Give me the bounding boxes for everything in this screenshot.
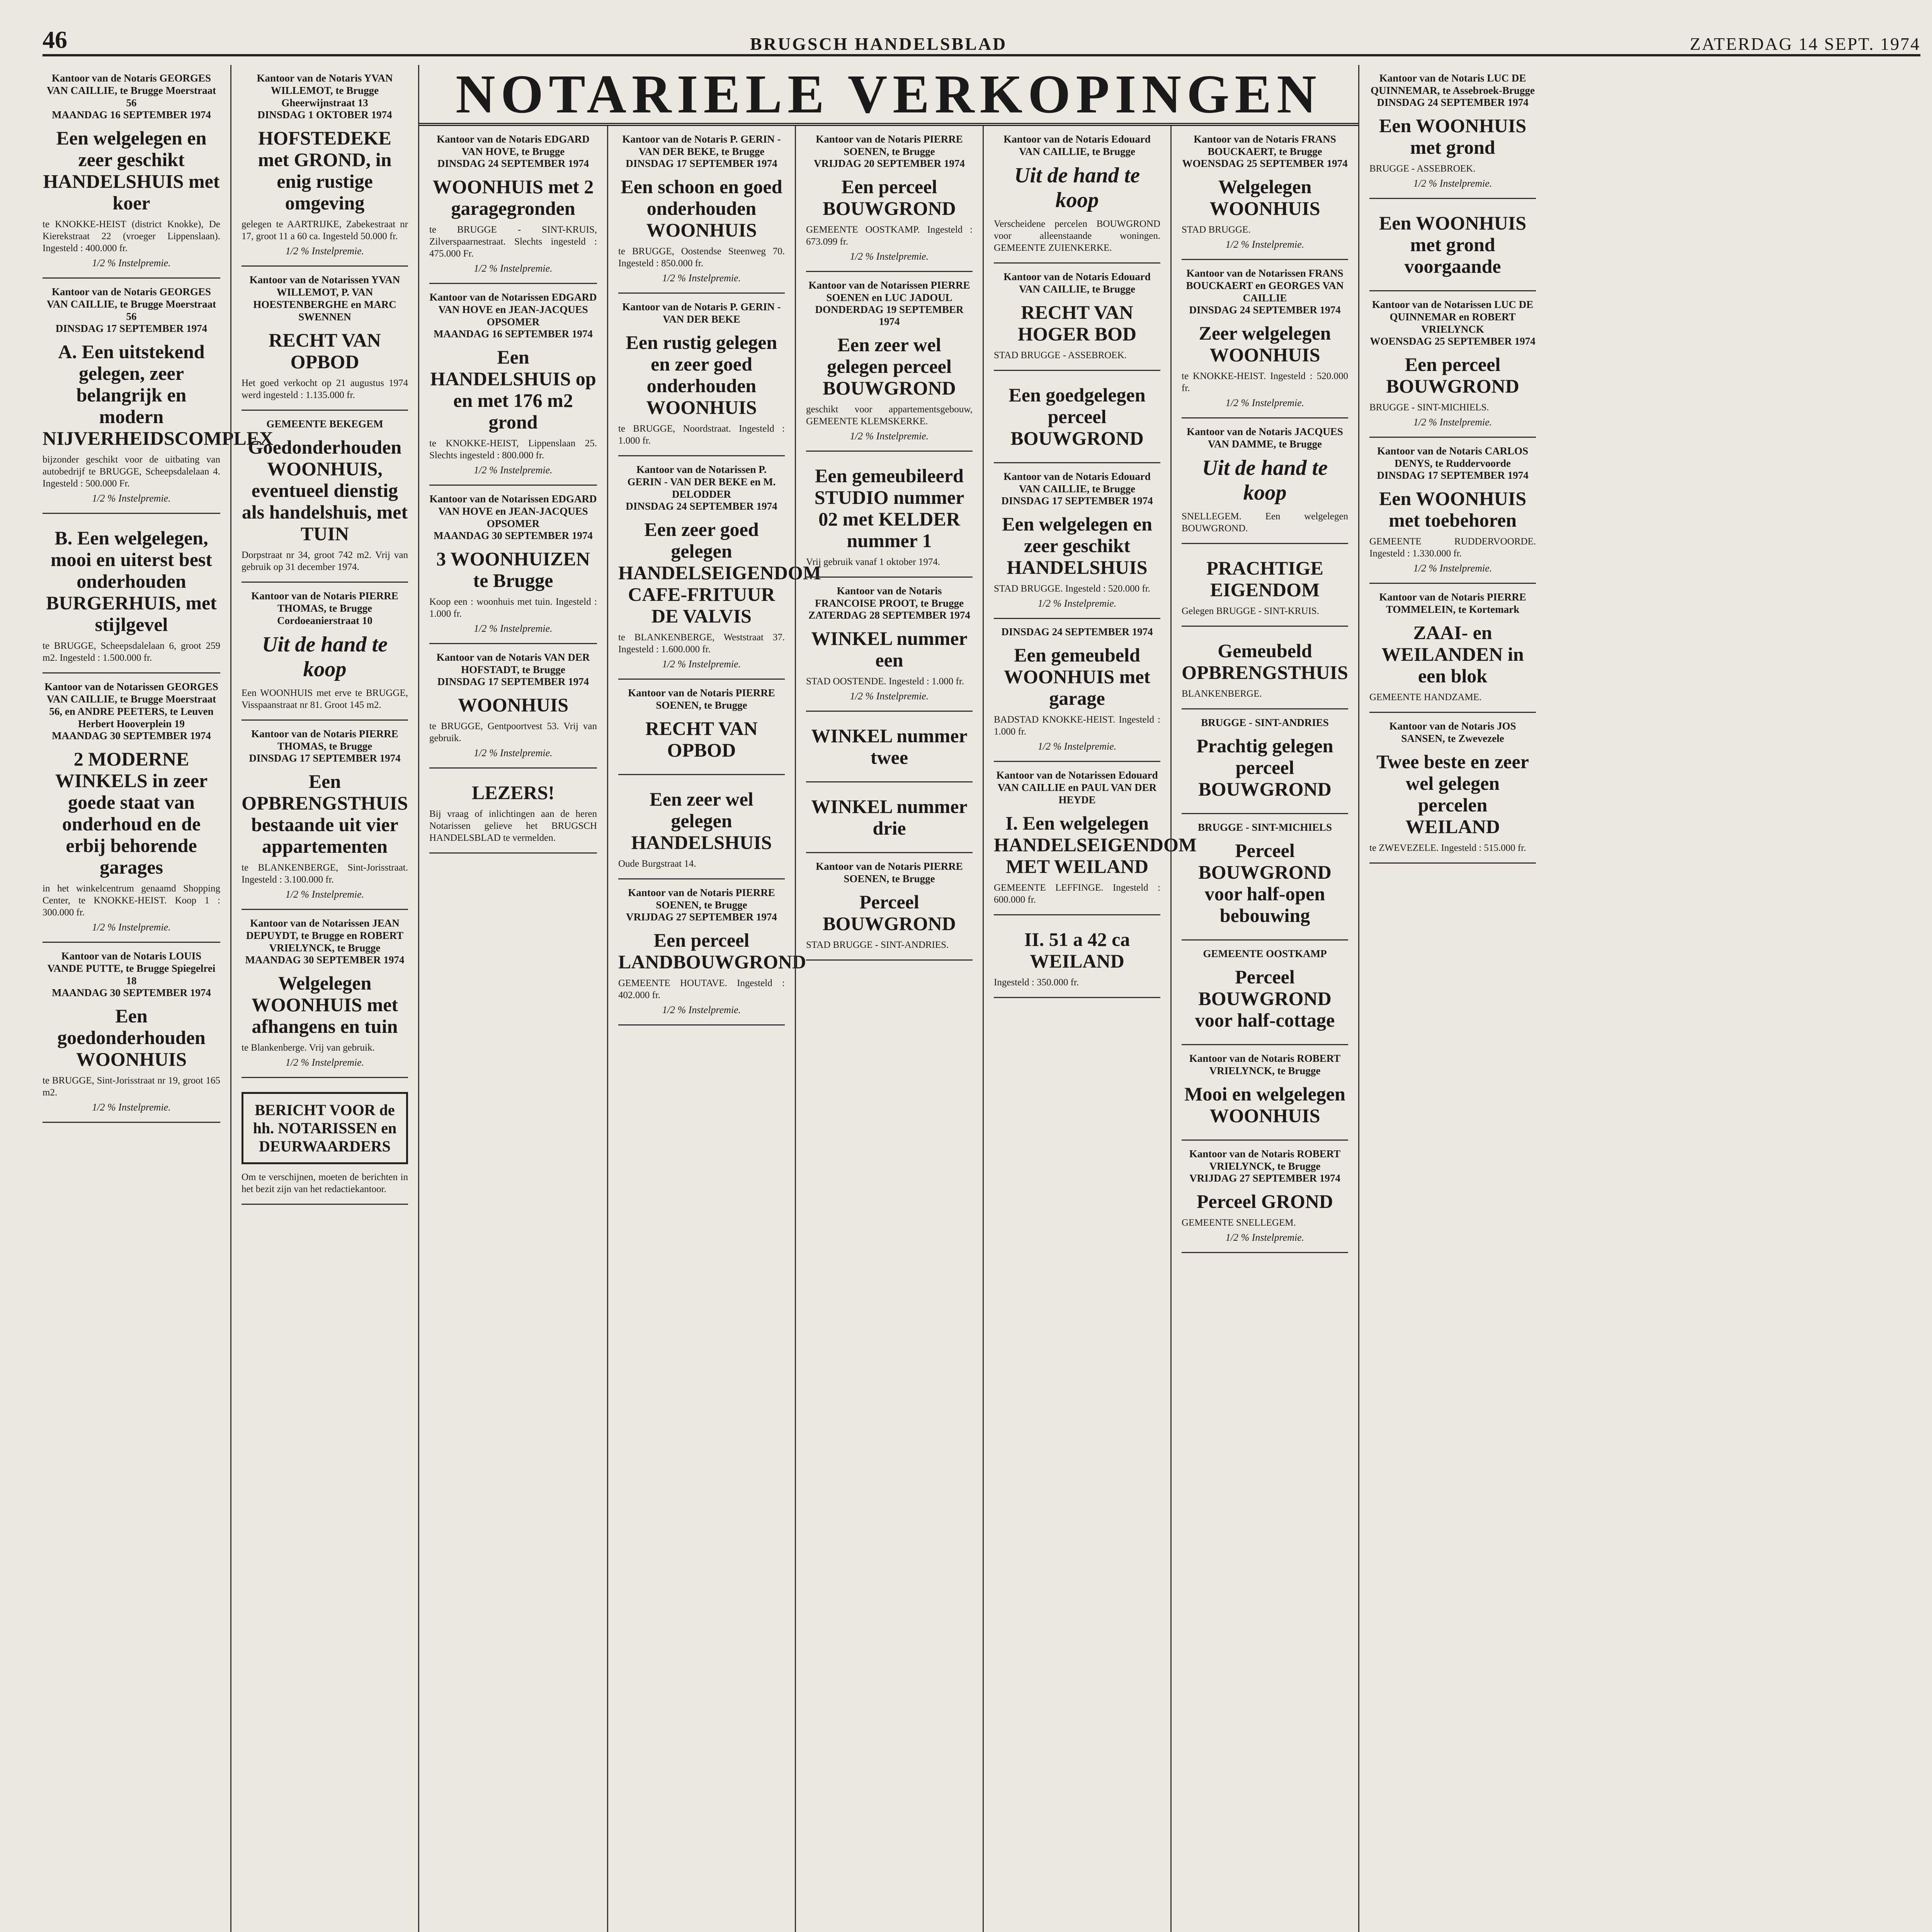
property-title: RECHT VAN OPBOD: [269, 329, 381, 372]
notary-office: Kantoor van de Notaris PIERRE SOENEN, te Brugge: [628, 887, 775, 911]
column-7: [1170, 126, 1358, 1932]
notary-office: Kantoor van de Notarissen EDGARD VAN HOVE en JEAN-JACQUES OPSOMER: [429, 291, 597, 328]
sale-date: DINSDAG 24 SEPTEMBER 1974: [1189, 304, 1341, 316]
property-description: Het goed verkocht op 21 augustus 1974 werd ingesteld : 1.135.000 fr.: [242, 378, 408, 400]
premium-note: 1/2 % Instelpremie.: [1413, 563, 1492, 574]
property-title: Goedonderhouden WOONHUIS, eventueel dienstig als handelshuis, met TUIN: [242, 436, 408, 544]
property-description: te KNOKKE-HEIST (district Knokke), De Kierekstraat 22 (vroeger Lippenslaan). Ingesteld : 400.000 fr.: [43, 219, 220, 253]
notice-block: [429, 126, 597, 284]
notary-office: Kantoor van de Notaris PIERRE THOMAS, te Brugge Cordoeanierstraat 10: [251, 590, 398, 626]
notary-office: Kantoor van de Notarissen FRANS BOUCKAERT en GEORGES VAN CAILLIE: [1186, 267, 1344, 304]
column-6: [983, 126, 1197, 1932]
property-title: 2 MODERNE WINKELS in zeer goede staat van onderhoud en de erbij behorende garages: [55, 748, 208, 878]
notary-office: Kantoor van de Notaris P. GERIN - VAN DER BEKE, te Brugge: [622, 133, 781, 157]
notary-office: Kantoor van de Notarissen GEORGES VAN CAILLIE, te Brugge Moerstraat 56, en ANDRE PEETERS, te Leuven Herbert Hooverplein 19: [44, 681, 218, 730]
property-description: GEMEENTE HOUTAVE. Ingesteld : 402.000 fr.: [618, 978, 785, 1000]
column-3: [419, 126, 607, 1932]
property-title: Een perceel LANDBOUWGROND: [618, 929, 806, 973]
property-title: WOONHUIS met 2 garagegronden: [432, 176, 594, 219]
notice-block: [242, 910, 408, 1078]
newspaper-name: BRUGSCH HANDELSBLAD: [750, 34, 1007, 54]
property-title: PRACHTIGE EIGENDOM: [1206, 557, 1323, 600]
premium-note: 1/2 % Instelpremie.: [850, 690, 929, 702]
property-title: B. Een welgelegen, mooi en uiterst best onderhouden BURGERHUIS, met stijlgevel: [46, 527, 217, 635]
sale-date: DINSDAG 24 SEPTEMBER 1974: [1377, 97, 1529, 108]
property-description: te KNOKKE-HEIST. Ingesteld : 520.000 fr.: [1182, 371, 1348, 393]
premium-note: 1/2 % Instelpremie.: [285, 245, 364, 257]
notary-office: Kantoor van de Notaris Edouard VAN CAILLIE, te Brugge: [1003, 133, 1151, 157]
notary-office: Kantoor van de Notaris PIERRE SOENEN, te Brugge: [816, 133, 963, 157]
property-title: Een goedgelegen perceel BOUWGROND: [1009, 384, 1146, 449]
notice-block: [1182, 126, 1348, 260]
notice-block: [1182, 1141, 1348, 1253]
property-title: HOFSTEDEKE met GROND, in enig rustige omgeving: [258, 127, 392, 214]
newspaper-page: [43, 23, 1920, 1932]
column-1: [43, 65, 274, 1932]
premium-note: 1/2 % Instelpremie.: [850, 430, 929, 442]
property-title: ZAAI- en WEILANDEN in een blok: [1381, 622, 1524, 687]
property-description: te BRUGGE, Oostendse Steenweg 70. Ingesteld : 850.000 fr.: [618, 246, 785, 269]
notice-block: [806, 578, 973, 712]
sale-date: VRIJDAG 27 SEPTEMBER 1974: [1189, 1172, 1340, 1184]
property-title: LEZERS!: [472, 782, 554, 803]
notary-office: Kantoor van de Notaris LUC DE QUINNEMAR, te Assebroek-Brugge: [1371, 72, 1535, 96]
notice-block: [994, 619, 1160, 762]
property-description: STAD BRUGGE - ASSEBROEK.: [994, 350, 1127, 361]
property-description: Vrij gebruik vanaf 1 oktober 1974.: [806, 557, 940, 567]
property-description: te BRUGGE, Scheepsdalelaan 6, groot 259 m2. Ingesteld : 1.500.000 fr.: [43, 641, 220, 663]
property-description: GEMEENTE OOSTKAMP. Ingesteld : 673.099 fr.: [806, 224, 973, 247]
notice-block: [806, 272, 973, 452]
property-title: Een HANDELSHUIS op en met 176 m2 grond: [430, 346, 596, 433]
property-title: Een gemeubeld WOONHUIS met garage: [1003, 644, 1151, 709]
notice-block: [1182, 260, 1348, 418]
premium-note: 1/2 % Instelpremie.: [285, 889, 364, 900]
property-title: Zeer welgelegen WOONHUIS: [1199, 322, 1331, 366]
notice-block: [43, 514, 220, 673]
property-description: te KNOKKE-HEIST, Lippenslaan 25. Slechts ingesteld : 800.000 fr.: [429, 438, 597, 461]
notary-office: Kantoor van de Notaris FRANCOISE PROOT, te Brugge: [815, 585, 964, 609]
property-title: Uit de hand te koop: [1202, 456, 1328, 505]
notice-block: [618, 294, 785, 456]
property-description: te Blankenberge. Vrij van gebruik.: [242, 1043, 375, 1053]
notice-block: [429, 769, 597, 854]
property-description: STAD BRUGGE.: [1182, 224, 1251, 235]
notice-block: [1369, 291, 1536, 438]
notice-block: [1182, 814, 1348, 940]
property-description: te BLANKENBERGE, Sint-Jorisstraat. Ingesteld : 3.100.000 fr.: [242, 862, 408, 885]
notice-block: [618, 879, 806, 1026]
notary-office: Kantoor van de Notaris JOS SANSEN, te Zwevezele: [1389, 720, 1516, 744]
notice-block: [1369, 584, 1536, 713]
property-description: bijzonder geschikt voor de uitbating van autobedrijf te BRUGGE, Scheepsdalelaan 4. Ingesteld : 500.000 Fr.: [43, 454, 220, 489]
property-title: Gemeubeld OPBRENGSTHUIS: [1182, 640, 1348, 683]
premium-note: 1/2 % Instelpremie.: [92, 257, 171, 269]
sale-date: WOENSDAG 25 SEPTEMBER 1974: [1182, 158, 1348, 169]
notice-block: [43, 943, 220, 1123]
notice-block: [242, 411, 408, 583]
property-description: Ingesteld : 350.000 fr.: [994, 977, 1079, 988]
column-4: [607, 126, 821, 1932]
premium-note: 1/2 % Instelpremie.: [1225, 239, 1304, 250]
property-title: Een perceel BOUWGROND: [1386, 354, 1519, 397]
property-description: Bij vraag of inlichtingen aan de heren Notarissen gelieve het BRUGSCH HANDELSBLAD te vermelden.: [429, 809, 597, 843]
property-description: STAD BRUGGE - SINT-ANDRIES.: [806, 940, 949, 950]
property-title: Een WOONHUIS met grond voorgaande: [1379, 212, 1527, 277]
notary-office: Kantoor van de Notaris CARLOS DENYS, te Ruddervoorde: [1377, 445, 1529, 469]
premium-note: 1/2 % Instelpremie.: [1225, 397, 1304, 408]
sale-date: MAANDAG 16 SEPTEMBER 1974: [52, 109, 211, 121]
property-title: 3 WOONHUIZEN te Brugge: [436, 548, 590, 591]
property-title: Perceel BOUWGROND voor half-cottage: [1195, 966, 1335, 1031]
notary-office: Kantoor van de Notaris P. GERIN - VAN DER BEKE: [622, 301, 781, 325]
premium-note: 1/2 % Instelpremie.: [1225, 1232, 1304, 1243]
masthead: [43, 23, 1920, 56]
notary-office: Kantoor van de Notarissen Edouard VAN CAILLIE en PAUL VAN DER HEYDE: [996, 769, 1158, 806]
property-description: Verscheidene percelen BOUWGROND voor alleenstaande woningen. GEMEENTE ZUIENKERKE.: [994, 219, 1160, 253]
premium-note: 1/2 % Instelpremie.: [662, 658, 741, 670]
property-title: Prachtig gelegen perceel BOUWGROND: [1196, 735, 1333, 800]
notice-block: [242, 721, 408, 910]
premium-note: 1/2 % Instelpremie.: [662, 1004, 741, 1015]
premium-note: 1/2 % Instelpremie.: [474, 263, 553, 274]
notice-block: [429, 486, 597, 644]
property-description: te BRUGGE, Sint-Jorisstraat nr 19, groot 165 m2.: [43, 1075, 220, 1098]
issue-date: ZATERDAG 14 SEPT. 1974: [1690, 34, 1920, 54]
banner-area: [418, 65, 1358, 1932]
notary-office: Kantoor van de Notaris Edouard VAN CAILLIE, te Brugge: [1003, 271, 1151, 295]
property-title: Een welgelegen en zeer geschikt HANDELSHUIS: [1002, 513, 1152, 578]
property-description: GEMEENTE SNELLEGEM.: [1182, 1218, 1296, 1228]
property-description: Om te verschijnen, moeten de berichten in het bezit zijn van het redactiekantoor.: [242, 1172, 408, 1194]
property-title: Een zeer wel gelegen perceel BOUWGROND: [823, 334, 956, 399]
property-title: Twee beste en zeer wel gelegen percelen WEILAND: [1376, 751, 1529, 837]
notice-block: [994, 915, 1160, 998]
property-title: WINKEL nummer drie: [811, 796, 968, 839]
property-description: GEMEENTE LEFFINGE. Ingesteld : 600.000 fr.: [994, 883, 1160, 905]
property-title: Een rustig gelegen en zeer goed onderhouden WOONHUIS: [626, 332, 777, 418]
property-title: WOONHUIS: [457, 694, 569, 716]
notary-office: BRUGGE - SINT-ANDRIES: [1201, 717, 1329, 728]
sale-date: DINSDAG 17 SEPTEMBER 1974: [55, 323, 207, 334]
notice-block: [1369, 713, 1536, 864]
sale-date: MAANDAG 30 SEPTEMBER 1974: [52, 987, 211, 998]
notice-block: [994, 264, 1160, 371]
property-description: GEMEENTE RUDDERVOORDE. Ingesteld : 1.330.000 fr.: [1369, 536, 1536, 559]
notice-block: [429, 284, 597, 486]
property-title: Een welgelegen en zeer geschikt HANDELSHUIS met koer: [43, 127, 220, 214]
property-description: te BRUGGE - SINT-KRUIS, Zilverspaarnestraat. Slechts ingesteld : 475.000 Fr.: [429, 224, 597, 259]
property-title: A. Een uitstekend gelegen, zeer belangrijk en modern NIJVERHEIDSCOMPLEX: [43, 341, 274, 449]
notary-office: Kantoor van de Notaris ROBERT VRIELYNCK, te Brugge: [1189, 1053, 1341, 1077]
property-title: Perceel BOUWGROND: [823, 891, 956, 934]
property-description: BADSTAD KNOKKE-HEIST. Ingesteld : 1.000 fr.: [994, 714, 1160, 737]
notice-block: [618, 775, 785, 879]
property-title: Perceel GROND: [1196, 1190, 1333, 1212]
notice-block: [806, 853, 973, 961]
notice-block: [994, 762, 1197, 915]
notice-block: [43, 279, 274, 514]
column-8: [1358, 65, 1546, 1932]
notice-block: [806, 712, 973, 782]
premium-note: 1/2 % Instelpremie.: [1413, 417, 1492, 428]
property-title: Uit de hand te koop: [1014, 163, 1140, 212]
notary-office: Kantoor van de Notaris Edouard VAN CAILLIE, te Brugge: [1003, 471, 1151, 495]
column-5: [795, 126, 983, 1932]
notary-office: Kantoor van de Notaris EDGARD VAN HOVE, te Brugge: [437, 133, 590, 157]
property-title: BERICHT VOOR de hh. NOTARISSEN en DEURWAARDERS: [242, 1092, 408, 1164]
notice-block: [242, 1078, 408, 1205]
property-title: Perceel BOUWGROND voor half-open bebouwing: [1198, 840, 1332, 926]
notice-block: [43, 65, 220, 279]
notice-block: [1369, 65, 1536, 199]
sale-date: DINSDAG 24 SEPTEMBER 1974: [626, 500, 777, 512]
sale-date: DINSDAG 17 SEPTEMBER 1974: [626, 158, 777, 169]
property-description: BLANKENBERGE.: [1182, 689, 1262, 699]
premium-note: 1/2 % Instelpremie.: [92, 493, 171, 504]
property-description: geschikt voor appartementsgebouw, GEMEENTE KLEMSKERKE.: [806, 404, 973, 427]
sale-date: DINSDAG 24 SEPTEMBER 1974: [437, 158, 589, 169]
property-description: STAD OOSTENDE. Ingesteld : 1.000 fr.: [806, 676, 964, 687]
notice-block: [1182, 544, 1348, 627]
property-description: te BRUGGE, Noordstraat. Ingesteld : 1.000 fr.: [618, 423, 785, 446]
premium-note: 1/2 % Instelpremie.: [92, 1102, 171, 1113]
premium-note: 1/2 % Instelpremie.: [1413, 178, 1492, 189]
property-description: Oude Burgstraat 14.: [618, 859, 696, 869]
notary-office: Kantoor van de Notarissen JEAN DEPUYDT, te Brugge en ROBERT VRIELYNCK, te Brugge: [246, 917, 404, 954]
sale-date: MAANDAG 16 SEPTEMBER 1974: [434, 328, 593, 340]
notary-office: GEMEENTE OOSTKAMP: [1203, 948, 1327, 959]
sale-date: WOENSDAG 25 SEPTEMBER 1974: [1370, 335, 1536, 347]
sale-date: VRIJDAG 27 SEPTEMBER 1974: [626, 911, 777, 923]
notice-block: [618, 680, 785, 775]
property-description: te BRUGGE, Gentpoortvest 53. Vrij van gebruik.: [429, 721, 597, 743]
property-title: I. Een welgelegen HANDELSEIGENDOM MET WEILAND: [994, 812, 1197, 877]
property-title: Een gemeubileerd STUDIO nummer 02 met KELDER nummer 1: [814, 465, 964, 551]
premium-note: 1/2 % Instelpremie.: [474, 623, 553, 634]
notice-block: [1182, 418, 1348, 544]
property-title: RECHT VAN HOGER BOD: [1018, 301, 1136, 345]
property-description: SNELLEGEM. Een welgelegen BOUWGROND.: [1182, 511, 1348, 534]
notary-office: GEMEENTE BEKEGEM: [266, 418, 383, 430]
property-description: Een WOONHUIS met erve te BRUGGE, Visspaanstraat nr 81. Groot 145 m2.: [242, 688, 408, 710]
notice-block: [1182, 627, 1348, 709]
property-title: Een WOONHUIS met toebehoren: [1379, 488, 1527, 531]
property-title: Een OPBRENGSTHUIS bestaande uit vier appartementen: [242, 770, 408, 857]
notary-office: BRUGGE - SINT-MICHIELS: [1197, 821, 1332, 833]
notary-office: Kantoor van de Notarissen EDGARD VAN HOVE en JEAN-JACQUES OPSOMER: [429, 493, 597, 529]
notary-office: Kantoor van de Notarissen YVAN WILLEMOT, P. VAN HOESTENBERGHE en MARC SWENNEN: [249, 274, 400, 323]
notice-block: [429, 644, 597, 769]
notary-office: Kantoor van de Notaris YVAN WILLEMOT, te Brugge Gheerwijnstraat 13: [257, 72, 393, 109]
property-description: BRUGGE - ASSEBROEK.: [1369, 163, 1476, 174]
sale-date: MAANDAG 30 SEPTEMBER 1974: [52, 730, 211, 742]
notary-office: Kantoor van de Notaris VAN DER HOFSTADT, te Brugge: [436, 651, 590, 675]
property-title: Een WOONHUIS met grond: [1379, 115, 1527, 158]
notice-block: [618, 126, 785, 294]
sale-date: DONDERDAG 19 SEPTEMBER 1974: [815, 304, 964, 327]
sale-date: DINSDAG 17 SEPTEMBER 1974: [1377, 469, 1529, 481]
property-title: RECHT VAN OPBOD: [645, 718, 758, 761]
notice-block: [994, 126, 1160, 264]
property-title: Een schoon en goed onderhouden WOONHUIS: [621, 176, 782, 241]
property-description: Gelegen BRUGGE - SINT-KRUIS.: [1182, 606, 1319, 616]
notice-block: [1182, 940, 1348, 1045]
notice-block: [1369, 438, 1536, 584]
sale-date: ZATERDAG 28 SEPTEMBER 1974: [808, 609, 970, 621]
property-title: Welgelegen WOONHUIS met afhangens en tuin: [251, 972, 398, 1037]
notice-block: [994, 371, 1160, 463]
premium-note: 1/2 % Instelpremie.: [92, 922, 171, 933]
sale-date: DINSDAG 17 SEPTEMBER 1974: [1001, 495, 1153, 507]
premium-note: 1/2 % Instelpremie.: [474, 464, 553, 476]
notice-block: [242, 583, 408, 721]
property-description: te ZWEVEZELE. Ingesteld : 515.000 fr.: [1369, 843, 1526, 853]
property-description: Koop een : woonhuis met tuin. Ingesteld : 1.000 fr.: [429, 597, 597, 619]
notice-block: [806, 126, 973, 272]
property-title: Een zeer goed gelegen HANDELSEIGENDOM CAFE-FRITUUR DE VALVIS: [618, 519, 821, 627]
notice-block: [43, 673, 220, 943]
sale-date: VRIJDAG 20 SEPTEMBER 1974: [814, 158, 965, 169]
sale-date: DINSDAG 17 SEPTEMBER 1974: [249, 752, 401, 764]
property-title: WINKEL nummer een: [811, 628, 968, 671]
notice-block: [1369, 199, 1536, 291]
notary-office: Kantoor van de Notaris GEORGES VAN CAILLIE, te Brugge Moerstraat 56: [46, 72, 216, 109]
property-description: STAD BRUGGE. Ingesteld : 520.000 fr.: [994, 583, 1150, 594]
premium-note: 1/2 % Instelpremie.: [850, 251, 929, 262]
notary-office: Kantoor van de Notaris LOUIS VANDE PUTTE, te Brugge Spiegelrei 18: [47, 950, 216, 986]
property-description: BRUGGE - SINT-MICHIELS.: [1369, 402, 1489, 413]
property-title: Uit de hand te koop: [262, 633, 388, 681]
notary-office: Kantoor van de Notaris PIERRE SOENEN, te Brugge: [816, 861, 963, 884]
property-title: Een zeer wel gelegen HANDELSHUIS: [631, 788, 772, 853]
premium-note: 1/2 % Instelpremie.: [474, 747, 553, 759]
notary-office: Kantoor van de Notaris PIERRE SOENEN, te Brugge: [628, 687, 775, 711]
premium-note: 1/2 % Instelpremie.: [662, 272, 741, 284]
property-description: gelegen te AARTRIJKE, Zabekestraat nr 17, groot 11 a 60 ca. Ingesteld 50.000 fr.: [242, 219, 408, 242]
sale-date: DINSDAG 24 SEPTEMBER 1974: [1001, 626, 1153, 638]
notice-block: [618, 456, 821, 680]
sale-date: MAANDAG 30 SEPTEMBER 1974: [245, 954, 405, 966]
notary-office: Kantoor van de Notaris ROBERT VRIELYNCK, te Brugge: [1189, 1148, 1341, 1172]
notice-block: [1182, 1045, 1348, 1141]
notice-block: [1182, 709, 1348, 814]
notice-block: [994, 463, 1160, 619]
premium-note: 1/2 % Instelpremie.: [1037, 598, 1117, 609]
notice-block: [806, 782, 973, 853]
property-title: Een goedonderhouden WOONHUIS: [57, 1005, 206, 1070]
property-title: Een perceel BOUWGROND: [823, 176, 956, 219]
notice-block: [806, 452, 973, 578]
property-description: GEMEENTE HANDZAME.: [1369, 692, 1482, 702]
column-2: [230, 65, 418, 1932]
notary-office: Kantoor van de Notaris PIERRE THOMAS, te Brugge: [251, 728, 398, 752]
notary-office: Kantoor van de Notarissen P. GERIN - VAN DER BEKE en M. DELODDER: [627, 464, 776, 500]
property-title: Mooi en welgelegen WOONHUIS: [1184, 1083, 1345, 1126]
property-description: Dorpstraat nr 34, groot 742 m2. Vrij van gebruik op 31 december 1974.: [242, 550, 408, 572]
section-banner: NOTARIELE VERKOPINGEN: [419, 65, 1358, 126]
property-description: in het winkelcentrum genaamd Shopping Center, te KNOKKE-HEIST. Koop 1 : 300.000 fr.: [43, 883, 220, 918]
notice-block: [242, 65, 408, 267]
notary-office: Kantoor van de Notaris FRANS BOUCKAERT, te Brugge: [1194, 133, 1336, 157]
property-title: II. 51 a 42 ca WEILAND: [1024, 929, 1130, 972]
property-title: WINKEL nummer twee: [811, 725, 968, 768]
page-number: 46: [43, 26, 67, 53]
notice-block: [242, 267, 408, 411]
sale-date: DINSDAG 1 OKTOBER 1974: [257, 109, 392, 121]
property-description: te BLANKENBERGE, Weststraat 37. Ingesteld : 1.600.000 fr.: [618, 632, 785, 655]
notary-office: Kantoor van de Notaris PIERRE TOMMELEIN, te Kortemark: [1379, 591, 1526, 615]
notary-office: Kantoor van de Notarissen LUC DE QUINNEMAR en ROBERT VRIELYNCK: [1372, 299, 1534, 335]
premium-note: 1/2 % Instelpremie.: [285, 1057, 364, 1068]
property-title: Welgelegen WOONHUIS: [1209, 176, 1320, 219]
sale-date: MAANDAG 30 SEPTEMBER 1974: [434, 530, 593, 541]
notary-office: Kantoor van de Notarissen PIERRE SOENEN en LUC JADOUL: [808, 279, 970, 303]
sale-date: DINSDAG 17 SEPTEMBER 1974: [437, 676, 589, 687]
notary-office: Kantoor van de Notaris JACQUES VAN DAMME, te Brugge: [1187, 426, 1343, 450]
premium-note: 1/2 % Instelpremie.: [1037, 741, 1117, 752]
notary-office: Kantoor van de Notaris GEORGES VAN CAILLIE, te Brugge Moerstraat 56: [46, 286, 216, 322]
